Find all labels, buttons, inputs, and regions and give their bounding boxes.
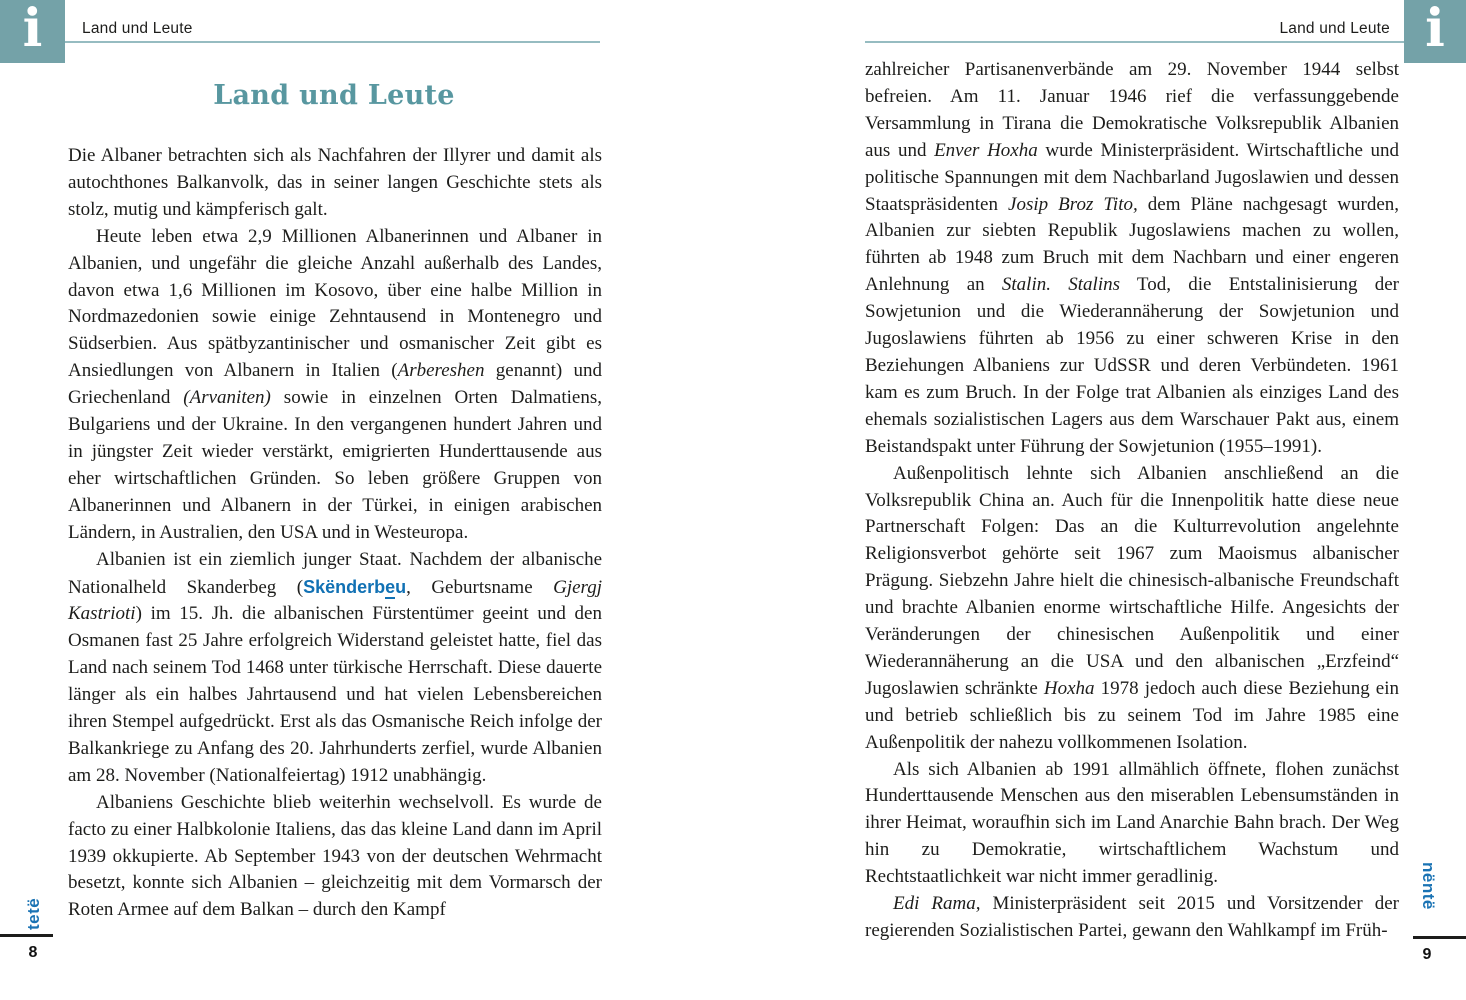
- paragraph: [68, 547, 602, 790]
- page-number-right: 9: [1422, 946, 1432, 963]
- text-run: Außenpolitisch lehnte sich Albanien anschließend an die Volksrepublik China an. Auch für die Innenpolitik hatte diese neue Partnerschaft Folgen: Das an die Kulturrevolution angelehnte Religionsverbot gehörte seit 1967 zum Maoismus albanischer Prägung. Siebzehn Jahre hielt die chinesisch-albanische Freundschaft und brachte Albanien enorme wirtschaftliche Hilfe. Angesichts der Veränderungen der chinesischen Außenpolitik und einer Wiederannäherung an die USA und den albanischen „Erzfeind“ Jugoslawien schränkte: [865, 462, 1399, 699]
- info-icon: i: [1425, 0, 1445, 59]
- text-run: Heute leben etwa 2,9 Millionen Albanerinnen und Albaner in Albanien, und ungefähr die gleiche Anzahl außerhalb des Landes, davon etwa 1,6 Millionen im Kosovo, über eine halbe Million in Nordmazedonien sowie einige Zehntausend in Montenegro und Südserbien. Aus spätbyzantinischer und osmanischer Zeit gibt es Ansiedlungen von Albanern in Italien (: [68, 225, 602, 382]
- header-rule-right: [865, 41, 1404, 43]
- inline-link[interactable]: Skënderb: [303, 576, 386, 597]
- info-chapter-box: [0, 0, 65, 63]
- text-run: sowie in einzelnen Orten Dalmatiens, Bulgariens und der Ukraine. In den vergangenen hundert Jahren und in jüngster Zeit wieder verstärkt, emigrierten Hunderttausende aus eher wirtschaftlichen Gründen. So leben größere Gruppen von Albanerinnen und Albanern in der Türkei, in einigen arabischen Ländern, in Australien, den USA und in Westeuropa.: [68, 387, 602, 543]
- footer-rule-right: [1413, 936, 1466, 939]
- text-run: genannt) und Griechenland: [68, 360, 602, 409]
- page-number-word-right: nëntë: [1419, 862, 1438, 910]
- text-run: wurde Ministerpräsident. Wirtschaftliche und politische Spannungen mit dem Nachbarland Jugoslawien und dessen Staatspräsidenten: [865, 139, 1399, 215]
- body-text-left: [68, 143, 602, 924]
- body-text-right: [865, 57, 1399, 945]
- text-run: (Arvaniten): [183, 387, 271, 409]
- text-run: Albaniens Geschichte blieb weiterhin wechselvoll. Es wurde de facto zu einer Halbkolonie Italiens, das das kleine Land dann im April 1939 okkupierte. Ab September 1943 von der deutschen Wehrmacht besetzt, konnte sich Albanien – gleichzeitig mit dem Vormarsch der Roten Armee auf dem Balkan – durch den Kampf: [68, 791, 602, 921]
- text-run: Ministerpräsident seit 2015 und Vorsitzender der regierenden Sozialistischen Partei, gewann den Wahlkampf im Früh-: [865, 893, 1399, 941]
- inline-link[interactable]: u: [395, 576, 407, 597]
- text-run: Als sich Albanien ab 1991 allmählich öffnete, flohen zunächst Hunderttausende Menschen aus den miserablen Lebensumständen in ihrer Heimat, woraufhin sich im Land Anarchie Bahn brach. Der Weg hin zu Demokratie, wirtschaftlichem Wachstum und Rechtstaatlichkeit war nicht immer geradlinig.: [865, 758, 1399, 888]
- header-rule-left: [65, 41, 600, 43]
- paragraph: [68, 790, 602, 925]
- page-title: Land und Leute: [213, 80, 455, 111]
- text-run: dem Pläne nachgesagt wurden, Albanien zur siebten Republik Jugoslawiens machen zu wollen, führten ab 1948 zum Bruch mit dem Nachbarn und einer engeren Anlehnung an: [865, 193, 1400, 296]
- text-run: Gjergj Kastrioti: [68, 576, 602, 625]
- paragraph: [865, 891, 1399, 945]
- text-run: 1978 jedoch auch diese Beziehung ein und betrieb schließlich bis zu seinem Tod im Jahre 1985 eine Außenpolitik der nahezu vollkommenen Isolation.: [865, 677, 1400, 753]
- text-run: Enver Hoxha: [934, 139, 1038, 161]
- info-chapter-box: [1404, 0, 1466, 63]
- text-run: zahlreicher Partisanenverbände am 29. November 1944 selbst befreien. Am 11. Januar 1946 rief die verfassunggebende Versammlung in Tirana die Demokratische Volksrepublik Albanien aus und: [865, 59, 1399, 161]
- paragraph: [865, 757, 1399, 892]
- paragraph: [865, 57, 1399, 461]
- text-run: Edi Rama,: [893, 893, 981, 915]
- text-run: Stalin. Stalins: [1001, 274, 1120, 296]
- text-run: Arbereshen: [397, 360, 485, 382]
- text-run: Albanien ist ein ziemlich junger Staat. Nachdem der albanische Nationalheld Skanderbeg (: [68, 548, 602, 598]
- running-header-right: Land und Leute: [1279, 20, 1390, 37]
- footer-rule-left: [0, 934, 53, 937]
- text-run: Hoxha: [1043, 677, 1095, 699]
- text-run: , Geburtsname: [406, 576, 554, 598]
- paragraph: [68, 143, 602, 224]
- text-run: Josip Broz Tito,: [1008, 193, 1138, 215]
- inline-link[interactable]: e: [385, 576, 396, 597]
- paragraph: [865, 461, 1399, 757]
- page-number-word-left: tetë: [24, 897, 43, 930]
- running-header-left: Land und Leute: [82, 20, 193, 37]
- info-icon: i: [22, 0, 43, 59]
- paragraph: [68, 224, 602, 547]
- text-run: Die Albaner betrachten sich als Nachfahren der Illyrer und damit als autochthones Balkanvolk, das in seiner langen Geschichte stets als stolz, mutig und kämpferisch galt.: [68, 145, 602, 220]
- text-run: Tod, die Entstalinisierung der Sowjetunion und die Wiederannäherung der Sowjetunion und Jugoslawiens führten ab 1956 zu einer schweren Krise in den Beziehungen Albaniens zur UdSSR und deren Verbündeten. 1961 kam es zum Bruch. In der Folge trat Albanien als einziges Land des ehemals sozialistischen Lagers aus dem Warschauer Pakt aus, einem Beistandspakt unter Führung der Sowjetunion (1955–1991).: [865, 274, 1399, 457]
- page-number-left: 8: [28, 944, 38, 961]
- text-run: ) im 15. Jh. die albanischen Fürstentümer geeint und den Osmanen fast 25 Jahre erfolgreich Widerstand geleistet hatte, fiel das Land nach seinem Tod 1468 unter türkische Herrschaft. Diese dauerte länger als ein halbes Jahrtausend und hat vielen Lebensbereichen ihren Stempel aufgedrückt. Erst als das Osmanische Reich infolge der Balkankriege zu Anfang des 20. Jahrhunderts zerfiel, wurde Albanien am 28. November (Nationalfeiertag) 1912 unabhängig.: [68, 603, 602, 786]
